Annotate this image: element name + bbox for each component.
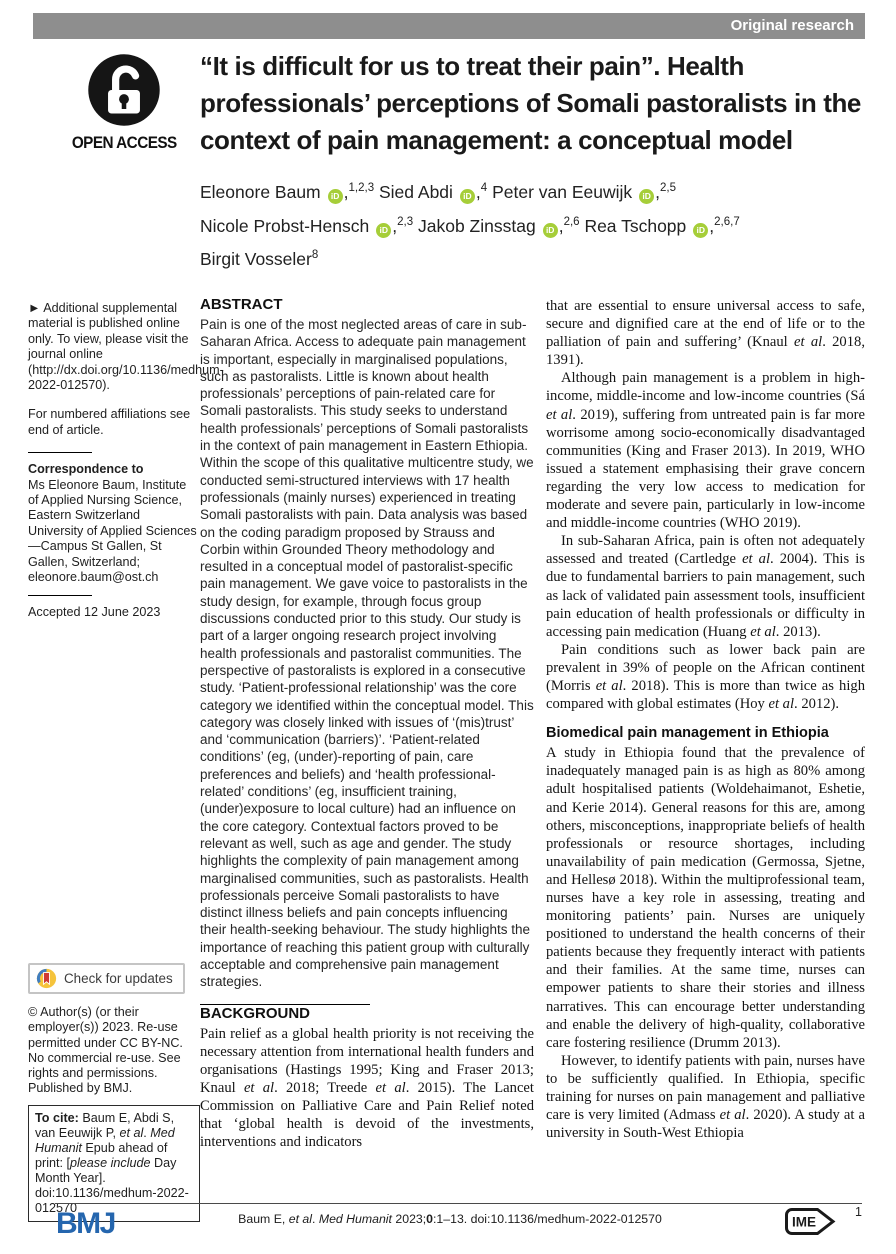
- right-column: [546, 297, 865, 1142]
- author: Eleonore Baum iD ,$^{1,2,3}$: [200, 181, 375, 202]
- check-for-updates-label: Check for updates: [64, 971, 173, 986]
- sidebar-bottom: [28, 963, 200, 1236]
- body-paragraph: In sub-Saharan Africa, pain is often not adequately assessed and treated (Cartledge et al. 2004). This is due to fundamental barriers to pain management, such as lack of validated pain assessment tools, insufficient pain education of health professionals or difficulty in accessing pain medication (Huang et al. 2013).: [546, 533, 865, 640]
- orcid-icon[interactable]: iD: [460, 189, 475, 204]
- author-name: Rea Tschopp: [584, 215, 687, 236]
- author-name: Nicole Probst-Hensch: [200, 215, 370, 236]
- author-name: Peter van Eeuwijk: [492, 181, 633, 202]
- author-affiliation-sup: 2,6,7: [714, 215, 740, 228]
- bmj-logo: BMJ: [56, 1207, 115, 1240]
- to-cite-box: To cite: Baum E, Abdi S, van Eeuwijk P, et al. Med Humanit Epub ahead of print: [please include Day Month Year]. doi:10.1136/medhum-2022-012570: [28, 1105, 200, 1223]
- author: Sied Abdi iD ,$^4$: [378, 181, 488, 202]
- author-name: Jakob Zinsstag: [417, 215, 536, 236]
- body-paragraph: A study in Ethiopia found that the prevalence of inadequately managed pain is as high as 80% among adult hospitalised patients (Woldehaimanot, Eshetie, and Kerie 2014). General reasons for this are, among others, misconceptions, inappropriate beliefs of health professionals or resource shortages, including unavailability of pain medication (Germossa, Sjetne, and Hellesø 2018). Within the multiprofessional team, nurses have a key role in assessing, treating and monitoring patients’ pain. Nurses are uniquely positioned to understand the health concerns of their patients because they frequently interact with patients and their families. At the same time, nurses can empower patients to share their stories and illness narratives. This can encourage better understanding and enable the delivery of high-quality, collaborative care fostering resilience (Drumm 2013).: [546, 745, 865, 1051]
- background-paragraph: Pain relief as a global health priority is not receiving the necessary attention from international health funders and organisations (Hastings 1995; King and Fraser 2013; Knaul et al. 2018; Treede et al. 2015). The Lancet Commission on Palliative Care and Pain Relief noted that ‘global health is devoid of the investments, interventions and indicators: [200, 1025, 534, 1151]
- abstract-text: Pain is one of the most neglected areas of care in sub-Saharan Africa. Access to adequate pain management is important, especially in marginalised populations, such as pastoralists. Little is known about health professionals’ perceptions of pain-related care for Somali pastoralists. This study seeks to understand health professionals’ perceptions of Somali pastoralists in the context of pain management in Eastern Ethiopia. Within the scope of this qualitative multicentre study, we conducted semi-structured interviews with 17 health professionals (mainly nurses) experienced in treating Somali pastoralists with pain. Data analysis was based on the coding paradigm proposed by Strauss and Corbin within Grounded Theory methodology and resulted in a conceptual model of pastoralist-specific pain management. We gave voice to pastoralists in the study design, for example, through focus group discussions conducted prior to this study. Our study is part of a larger ongoing research project involving health professionals and pastoralist communities. The perspective of pastoralists is explored in a consecutive study. ‘Patient-professional relationship’ was the core category we identified within the conceptual model. This category was closely linked with issues of ‘(mis)trust’ and ‘communication (barriers)’. ‘Patient-related conditions’ (eg, (under)-reporting of pain, care preferences and beliefs) and ‘health professional-related’ conditions’ (eg, insufficient training, (under)exposure to local culture) had an influence on the core category. Contextual factors proved to be relevant as well, such as age and gender. The study highlights the complexity of pain management among marginalised communities, such as pastoralists. Health professionals perceive Somali pastoralists to have distinct illness beliefs and pain concepts influencing their health-seeking behaviour. The study highlights the importance of reaching this patient group with culturally acceptable and comprehensive pain management strategies.: [200, 317, 534, 990]
- author-name: Birgit Vosseler: [200, 249, 312, 270]
- check-for-updates-button[interactable]: [28, 963, 185, 994]
- open-access-icon: [58, 52, 190, 128]
- subsection-heading: Biomedical pain management in Ethiopia: [546, 725, 829, 742]
- author: Rea Tschopp iD ,$^{2,6,7}$: [584, 215, 740, 236]
- body-paragraph: that are essential to ensure universal access to safe, secure and dignified care at the end of life or to the palliation of pain and suffering’ (Knaul et al. 2018, 1391).: [546, 298, 865, 369]
- correspondence-label: Correspondence to: [28, 462, 144, 477]
- body-paragraph: However, to identify patients with pain, nurses have to be sufficiently qualified. In Ethiopia, specific training for nurses on pain management and palliative care is very limited (Admass et al. 2020). A study at a university in South-West Ethiopia: [546, 1052, 865, 1142]
- open-access-label: OPEN ACCESS: [71, 133, 177, 152]
- author-affiliation-sup: 4: [480, 182, 488, 194]
- abstract-heading: ABSTRACT: [200, 296, 283, 313]
- copyright-note: © Author(s) (or their employer(s)) 2023. Re-use permitted under CC BY-NC. No commercial re-use. See rights and permissions. Published by BMJ.: [28, 1005, 183, 1096]
- author-affiliation-sup: 2,3: [397, 215, 414, 228]
- author-affiliation-sup: 1,2,3: [348, 182, 375, 194]
- orcid-icon[interactable]: iD: [328, 189, 343, 204]
- sidebar: [28, 301, 224, 634]
- footer-citation: Baum E, et al. Med Humanit 2023;0:1–13. doi:10.1136/medhum-2022-012570: [238, 1212, 662, 1226]
- article-type-banner: [33, 13, 865, 39]
- background-heading: BACKGROUND: [200, 1004, 310, 1022]
- body-paragraph: Although pain management is a problem in high-income, middle-income and low-income countries (Sá et al. 2019), suffering from untreated pain is far more worrisome among socio-economically disadvantaged communities (King and Fraser 2013). In 2019, WHO issued a statement emphasising their grave concern regarding the very low access to medication for moderate and severe pain, particularly in low-income and middle-income countries (WHO 2019).: [546, 370, 865, 532]
- correspondence-text: Ms Eleonore Baum, Institute of Applied Nursing Science, Eastern Switzerland University of Applied Sciences—Campus St Gallen, St Gallen, Switzerland; eleonore.baum@ost.ch: [28, 477, 197, 585]
- correspondence-block: [28, 462, 198, 585]
- author: [200, 249, 318, 269]
- ime-logo-icon: [784, 1207, 836, 1241]
- masthead: [200, 48, 872, 274]
- author-affiliation-sup: 8: [311, 249, 319, 262]
- accepted-date: Accepted 12 June 2023: [28, 604, 161, 619]
- orcid-icon[interactable]: iD: [693, 223, 708, 238]
- orcid-icon[interactable]: iD: [543, 223, 558, 238]
- affiliations-note: For numbered affiliations see end of article.: [28, 407, 191, 437]
- article-title: “It is difficult for us to treat their pain”. Health professionals’ perceptions of Somali pastoralists in the context of pain management: a conceptual model: [200, 51, 861, 155]
- author: Jakob Zinsstag iD ,$^{2,6}$: [417, 215, 580, 236]
- body-paragraph: Pain conditions such as lower back pain are prevalent in 39% of people on the African continent (Morris et al. 2018). This is more than twice as high compared with global estimates (Hoy et al. 2012).: [546, 641, 865, 713]
- sidebar-divider: [28, 452, 92, 453]
- author-list: [200, 173, 872, 274]
- orcid-icon[interactable]: iD: [639, 189, 654, 204]
- arrow-icon: ►: [28, 301, 41, 315]
- crossmark-icon: [36, 968, 57, 989]
- supplemental-note: ► Additional supplemental material is published online only. To view, please visit the journal online (http://dx.doi.org/10.1136/medhum-2022-012570).: [28, 301, 224, 393]
- author-name: Sied Abdi: [378, 181, 453, 202]
- page-number: 1: [855, 1205, 862, 1219]
- author: Peter van Eeuwijk iD ,$^{2,5}$: [492, 181, 677, 202]
- author: Nicole Probst-Hensch iD ,$^{2,3}$: [200, 215, 414, 236]
- ime-label: IME: [791, 1214, 817, 1230]
- author-affiliation-sup: 2,6: [563, 215, 580, 228]
- open-access-block: [58, 52, 190, 153]
- footer-rule: [55, 1203, 862, 1204]
- author-name: Eleonore Baum: [200, 181, 321, 202]
- orcid-icon[interactable]: iD: [376, 223, 391, 238]
- sidebar-divider: [28, 595, 92, 596]
- author-affiliation-sup: 2,5: [660, 182, 677, 194]
- abstract-column: [200, 296, 534, 1151]
- article-type-label: Original research: [730, 17, 854, 34]
